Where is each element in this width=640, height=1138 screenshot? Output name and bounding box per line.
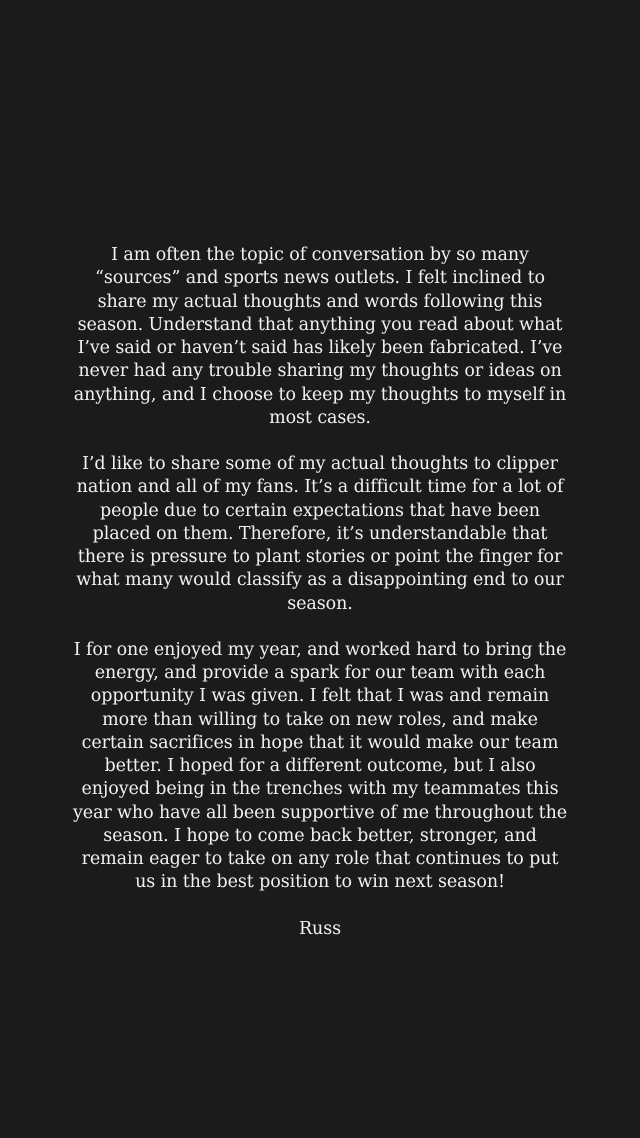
signature: Russ	[298, 918, 341, 939]
statement-paragraph-2: I’d like to share some of my actual thoughts to clipper nation and all of my fans. It’s a difficult time for a lot of people due to certain expectations that have been placed on them. Therefore, it’s understandable that there is pressure to plant stories or point the finger for what many would classify as a disappointing end to our season.	[76, 454, 564, 614]
statement-paragraph-1: I am often the topic of conversation by so many “sources” and sports news outlets. I felt inclined to share my actual thoughts and words following this season. Understand that anything you read about what I’ve said or haven’t said has likely been fabricated. I’ve never had any trouble sharing my thoughts or ideas on anything, and I choose to keep my thoughts to myself in most cases.	[73, 245, 567, 428]
statement-paragraph-3: I for one enjoyed my year, and worked hard to bring the energy, and provide a spark for our team with each opportunity I was given. I felt that I was and remain more than willing to take on new roles, and make certain sacrifices in hope that it would make our team better. I hoped for a different outcome, but I also enjoyed being in the trenches with my teammates this year who have all been supportive of me throughout the season. I hope to come back better, stronger, and remain eager to take on any role that continues to put us in the best position to win next season!	[72, 639, 568, 893]
statement-text-block	[70, 244, 570, 941]
